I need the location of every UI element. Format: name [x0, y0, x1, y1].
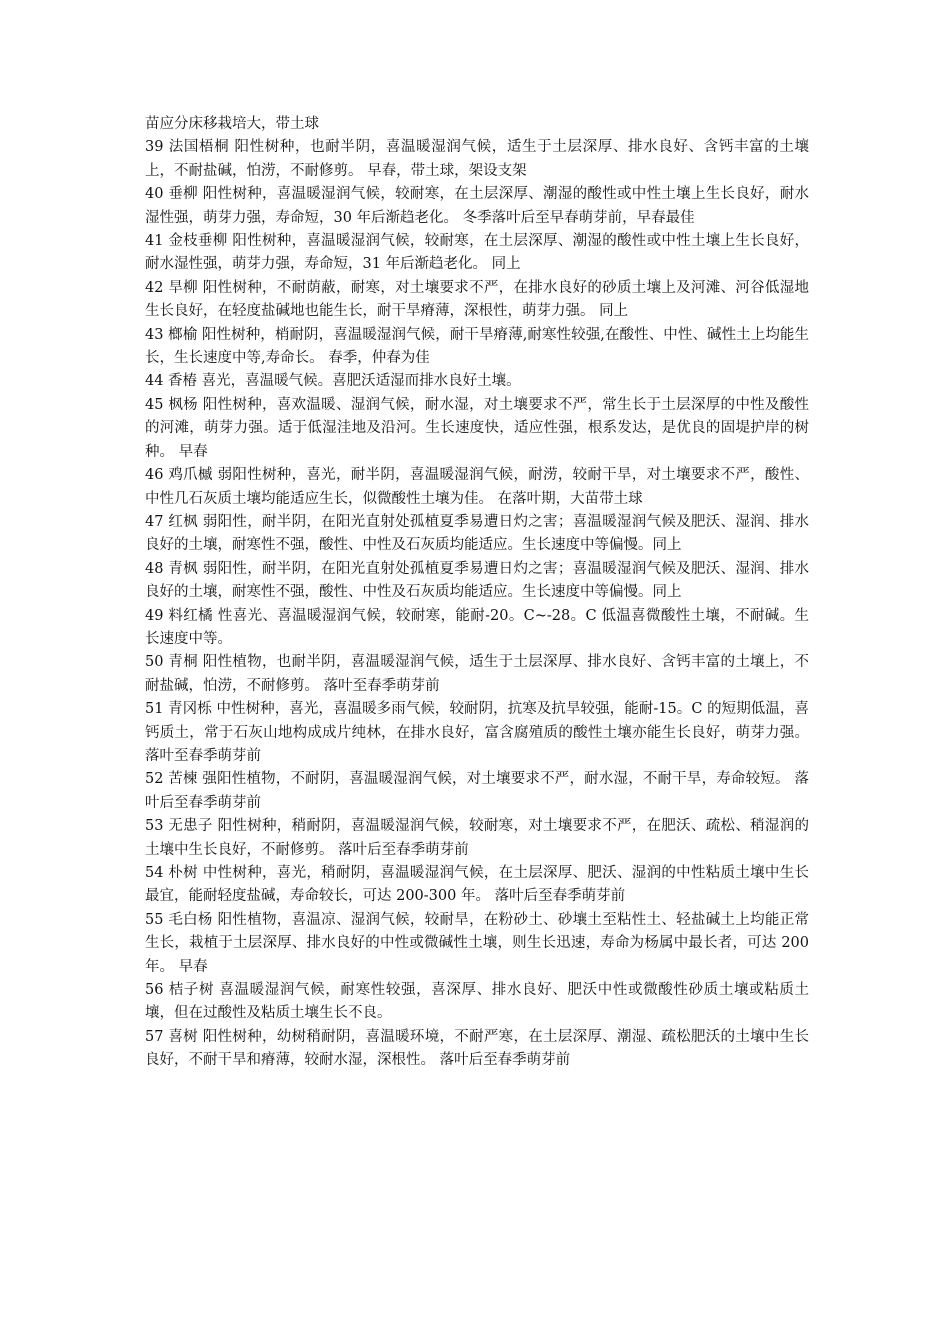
text-entry-40: 40 垂柳 阳性树种，喜温暖湿润气候，较耐寒，在土层深厚、潮湿的酸性或中性土壤上生长良好，耐水湿性强，萌芽力强，寿命短，30 年后渐趋老化。 冬季落叶后至早春萌芽前，早春最佳 [145, 186, 809, 226]
text-entry-56: 56 桔子树 喜温暖湿润气候，耐寒性较强，喜深厚、排水良好、肥沃中性或微酸性砂质土壤或粘质土壤，但在过酸性及粘质土壤生长不良。 [145, 982, 809, 1022]
text-entry-45: 45 枫杨 阳性树种，喜欢温暖、湿润气候，耐水湿，对土壤要求不严，常生长于土层深厚的中性及酸性的河滩，萌芽力强。适于低湿洼地及沿河。生长速度快，适应性强，根系发达，是优良的固堤护岸的树种。 早春 [145, 396, 809, 460]
text-entry-48: 48 青枫 弱阳性，耐半阴，在阳光直射处孤植夏季易遭日灼之害；喜温暖湿润气候及肥沃、湿润、排水良好的土壤，耐寒性不强，酸性、中性及石灰质均能适应。生长速度中等偏慢。同上 [145, 560, 809, 601]
text-entry-50: 50 青桐 阳性植物，也耐半阴，喜温暖湿润气候，适生于土层深厚、排水良好、含钙丰富的土壤上，不耐盐碱，怕涝，不耐修剪。 落叶至春季萌芽前 [145, 654, 809, 694]
text-entry-44: 44 香椿 喜光，喜温暖气候。喜肥沃适湿而排水良好土壤。 [145, 373, 521, 390]
text-entry-49: 49 料红橘 性喜光、喜温暖湿润气候，较耐寒，能耐-20。C~-28。C 低温喜微酸性土壤，不耐碱。生长速度中等。 [145, 607, 809, 647]
text-entry-54: 54 朴树 中性树种，喜光，稍耐阴，喜温暖湿润气候，在土层深厚、肥沃、湿润的中性粘质土壤中生长最宜，能耐轻度盐碱，寿命较长，可达 200-300 年。 落叶后至春季萌芽前 [145, 865, 809, 905]
text-entry-43: 43 榔榆 阳性树种，梢耐阴，喜温暖湿润气候，耐干旱瘠薄,耐寒性较强,在酸性、中性、碱性土上均能生长，生长速度中等,寿命长。 春季，仲春为佳 [145, 326, 809, 367]
text-entry-57: 57 喜树 阳性树种，幼树稍耐阴，喜温暖环境，不耐严寒，在土层深厚、潮湿、疏松肥沃的土壤中生长良好，不耐干旱和瘠薄，较耐水湿，深根性。 落叶后至春季萌芽前 [145, 1028, 809, 1069]
text-entry-52: 52 苦楝 强阳性植物，不耐阴，喜温暖湿润气候，对土壤要求不严，耐水湿，不耐干旱，寿命较短。 落叶后至春季萌芽前 [145, 771, 809, 811]
text-entry-continuation: 苗应分床移栽培大，带土球 [145, 116, 319, 132]
text-entry-55: 55 毛白杨 阳性植物，喜温凉、湿润气候，较耐旱，在粉砂土、砂壤土至粘性土、轻盐碱土上均能正常生长，栽植于土层深厚、排水良好的中性或微碱性土壤，则生长迅速，寿命为杨属中最长者，可达 200 年。 早春 [145, 911, 809, 975]
text-entry-53: 53 无患子 阳性树种，稍耐阴，喜温暖湿润气候，较耐寒，对土壤要求不严，在肥沃、疏松、稍湿润的土壤中生长良好，不耐修剪。 落叶后至春季萌芽前 [145, 818, 809, 858]
text-entry-51: 51 青冈栎 中性树种，喜光，喜温暖多雨气候，较耐阴，抗寒及抗旱较强，能耐-15。C 的短期低温，喜钙质土，常于石灰山地构成成片纯林，在排水良好，富含腐殖质的酸性土壤亦能生长良好，萌芽力强。 落叶至春季萌芽前 [145, 701, 809, 764]
text-entry-41: 41 金枝垂柳 阳性树种，喜温暖湿润气候，较耐寒，在土层深厚、潮湿的酸性或中性土壤上生长良好，耐水湿性强，萌芽力强，寿命短，31 年后渐趋老化。 同上 [145, 233, 809, 273]
text-entry-39: 39 法国梧桐 阳性树种，也耐半阴，喜温暖湿润气候，适生于土层深厚、排水良好、含钙丰富的土壤上，不耐盐碱，怕涝，不耐修剪。 早春，带土球，架设支架 [145, 139, 809, 179]
text-entry-47: 47 红枫 弱阳性，耐半阴，在阳光直射处孤植夏季易遭日灼之害；喜温暖湿润气候及肥沃、湿润、排水良好的土壤，耐寒性不强，酸性、中性及石灰质均能适应。生长速度中等偏慢。同上 [145, 513, 809, 554]
text-entry-46: 46 鸡爪槭 弱阳性树种，喜光，耐半阴，喜温暖湿润气候，耐涝，较耐干旱，对土壤要求不严，酸性、中性几石灰质土壤均能适应生长，似微酸性土壤为佳。 在落叶期，大苗带土球 [145, 467, 809, 507]
text-entry-42: 42 旱柳 阳性树种，不耐荫蔽，耐寒，对土壤要求不严，在排水良好的砂质土壤上及河滩、河谷低湿地生长良好，在轻度盐碱地也能生长，耐干旱瘠薄，深根性，萌芽力强。 同上 [145, 279, 809, 320]
document-body [145, 113, 809, 1073]
